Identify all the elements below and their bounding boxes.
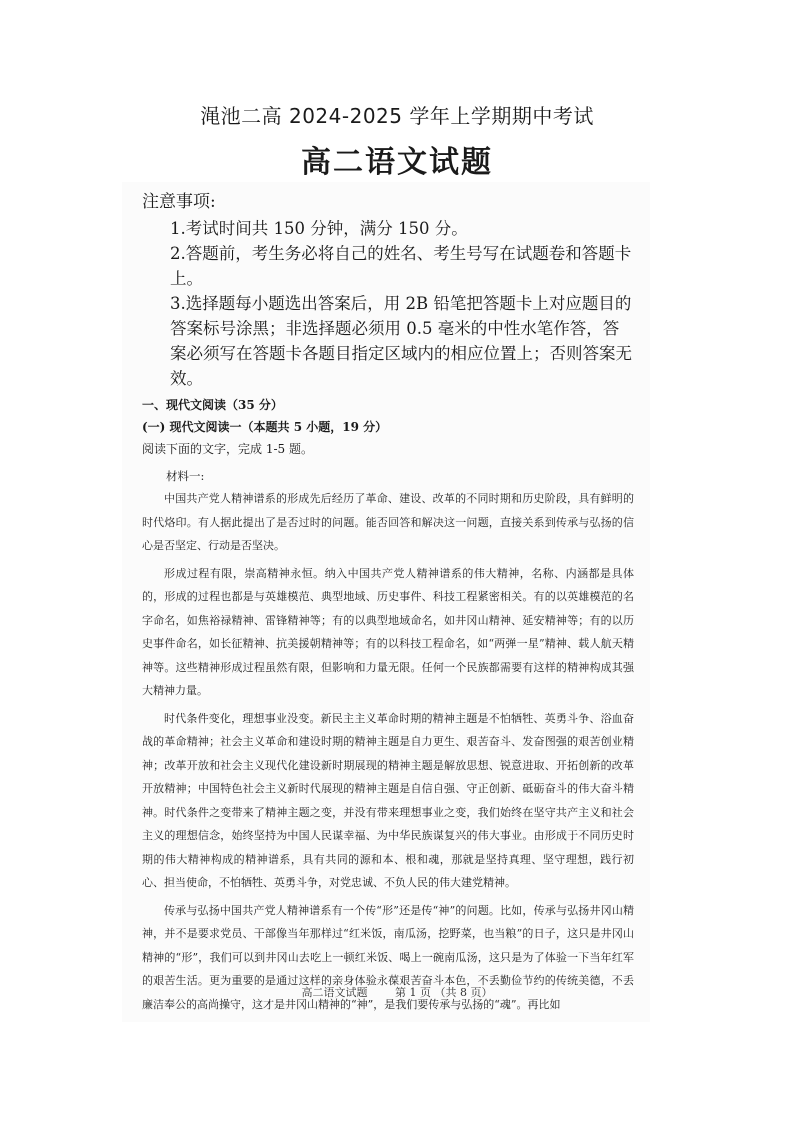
notice-item: 3.选择题每小题选出答案后，用 2B 铅笔把答题卡上对应题目的答案标号涂黑；非选择题必须用 0.5 毫米的中性水笔作答，答案必须写在答题卡各题目指定区域内的相应位置上；否则答案无效。 (170, 294, 632, 388)
page-footer (0, 984, 794, 1000)
notice-item: 2.答题前，考生务必将自己的姓名、考生号写在试题卷和答题卡上。 (170, 244, 632, 288)
section-heading: 一、现代文阅读（35 分） (142, 398, 283, 412)
notice-heading: 注意事项: (142, 192, 216, 212)
exam-header (0, 100, 794, 184)
subsection-heading: (一) 现代文阅读一（本题共 5 小题，19 分） (142, 420, 388, 434)
reading-instruction: 阅读下面的文字，完成 1-5 题。 (142, 442, 313, 456)
passage-paragraph: 时代条件变化，理想事业没变。新民主主义革命时期的精神主题是不怕牺牲、英勇斗争、浴血奋战的革命精神；社会主义革命和建设时期的精神主题是自力更生、艰苦奋斗、发奋图强的艰苦创业精神；改革开放和社会主义现代化建设新时期展现的精神主题是解放思想、锐意进取、开拓创新的改革开放精神；中国特色社会主义新时代展现的精神主题是自信自强、守正创新、砥砺奋斗的伟大奋斗精神。时代条件之变带来了精神主题之变，并没有带来理想事业之变，我们始终在坚守共产主义和社会主义的理想信念，始终坚持为中国人民谋幸福、为中华民族谋复兴的伟大事业。由形成于不同历史时期的伟大精神构成的精神谱系，具有共同的源和本、根和魂，那就是坚持真理、坚守理想，践行初心、担当使命，不怕牺牲、英勇斗争，对党忠诚、不负人民的伟大建党精神。 (142, 711, 634, 889)
passage-paragraph: 形成过程有限，崇高精神永恒。纳入中国共产党人精神谱系的伟大精神，名称、内涵都是具体的，形成的过程也都是与英雄模范、典型地域、历史事件、科技工程紧密相关。有的以英雄模范的名字命名，如焦裕禄精神、雷锋精神等；有的以典型地域命名，如井冈山精神、延安精神等；有的以历史事件命名，如长征精神、抗美援朝精神等；有的以科技工程命名，如“两弹一星”精神、载人航天精神等。这些精神形成过程虽然有限，但影响和力量无限。任何一个民族都需要有这样的精神构成其强大精神力量。 (142, 566, 634, 697)
material-label: 材料一: (166, 469, 205, 483)
scanned-exam-page (122, 182, 650, 1022)
school-exam-line: 渑池二高 2024-2025 学年上学期期中考试 (200, 104, 594, 128)
page-title: 高二语文试题 (301, 145, 493, 180)
footer-subject: 高二语文试题 (301, 986, 368, 999)
notice-item: 1.考试时间共 150 分钟，满分 150 分。 (170, 219, 468, 238)
passage-paragraph: 传承与弘扬中国共产党人精神谱系有一个传“形”还是传“神”的问题。比如，传承与弘扬井冈山精神，并不是要求党员、干部像当年那样过“红米饭，南瓜汤，挖野菜，也当粮”的日子，这只是井冈山精神的“形”，我们可以到井冈山去吃上一顿红米饭、喝上一碗南瓜汤，这只是为了体验一下当年红军的艰苦生活。更为重要的是通过这样的亲身体验永葆艰苦奋斗本色，不丢勤俭节约的传统美德，不丢廉洁奉公的高尚操守，这才是井冈山精神的“神”，是我们要传承与弘扬的“魂”。再比如 (142, 903, 634, 1011)
passage-paragraph: 中国共产党人精神谱系的形成先后经历了革命、建设、改革的不同时期和历史阶段，具有鲜明的时代烙印。有人据此提出了是否过时的问题。能否回答和解决这一问题，直接关系到传承与弘扬的信心是否坚定、行动是否坚决。 (142, 492, 634, 552)
footer-page-number: 第 1 页 （共 8 页） (395, 986, 493, 999)
